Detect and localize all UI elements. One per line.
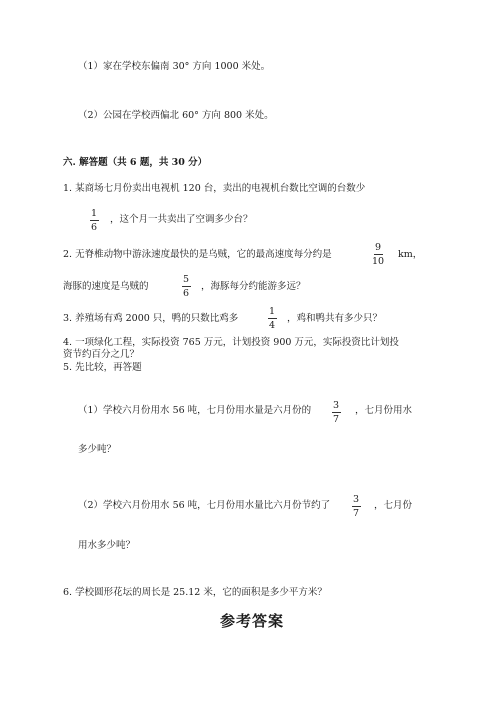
question-5-sub-2-pre: （2）学校六月份用水 56 吨，七月份用水量比六月份节约了 <box>78 500 331 511</box>
question-5-sub-2-fraction <box>347 494 365 519</box>
question-5-sub-1-fraction <box>327 400 345 425</box>
question-5-sub-2-post: ，七月份 <box>374 500 413 511</box>
fraction-bar <box>374 254 383 255</box>
section-header: 六. 解答题（共 6 题，共 30 分） <box>63 157 208 168</box>
fraction-numerator: 1 <box>90 208 98 219</box>
question-1-fraction <box>85 208 103 233</box>
question-5-sub-2-line-2: 用水多少吨？ <box>78 540 136 551</box>
fraction-bar <box>332 412 341 413</box>
fraction-numerator: 9 <box>374 242 382 253</box>
fraction-bar <box>182 286 191 287</box>
question-5-sub-1-line-2: 多少吨？ <box>78 444 117 455</box>
question-2-fraction-1 <box>369 242 387 267</box>
fraction-numerator: 3 <box>332 400 340 411</box>
part5-item-2: （2）公园在学校西偏北 60° 方向 800 米处。 <box>78 110 274 121</box>
fraction-bar <box>352 506 361 507</box>
question-1-line-1: 1. 某商场七月份卖出电视机 120 台，卖出的电视机台数比空调的台数少 <box>63 183 366 194</box>
answer-title: 参考答案 <box>220 612 285 630</box>
question-5-header: 5. 先比较，再答题 <box>63 362 142 373</box>
question-2-line-1: 2. 无脊椎动物中游泳速度最快的是乌贼，它的最高速度每分约是 <box>63 249 332 260</box>
question-2-line-2-post: ，海豚每分约能游多远？ <box>201 281 306 292</box>
fraction-bar <box>268 318 277 319</box>
question-5-sub-1-pre: （1）学校六月份用水 56 吨，七月份用水量是六月份的 <box>78 405 312 416</box>
fraction-numerator: 5 <box>182 274 190 285</box>
fraction-denominator: 6 <box>90 222 98 233</box>
question-4-line-2: 资节约百分之几？ <box>63 349 140 360</box>
question-3-pre: 3. 养殖场有鸡 2000 只，鸭的只数比鸡多 <box>63 313 239 324</box>
question-2-fraction-2 <box>177 274 195 299</box>
fraction-denominator: 7 <box>352 508 360 519</box>
question-2-unit: km， <box>398 249 423 260</box>
question-6: 6. 学校圆形花坛的周长是 25.12 米，它的面积是多少平方米？ <box>63 587 327 598</box>
fraction-denominator: 7 <box>332 414 340 425</box>
fraction-denominator: 4 <box>268 320 276 331</box>
fraction-bar <box>90 220 99 221</box>
fraction-numerator: 1 <box>268 306 276 317</box>
question-2-line-2-pre: 海豚的速度是乌贼的 <box>63 281 149 292</box>
fraction-numerator: 3 <box>352 494 360 505</box>
part5-item-1: （1）家在学校东偏南 30° 方向 1000 米处。 <box>78 61 271 72</box>
question-5-sub-1-post: ，七月份用水 <box>355 405 413 416</box>
question-3-post: ，鸡和鸭共有多少只？ <box>287 313 383 324</box>
question-1-line-2: ，这个月一共卖出了空调多少台？ <box>110 214 253 225</box>
question-4-line-1: 4. 一项绿化工程，实际投资 765 万元，计划投资 900 万元，实际投资比计划投 <box>63 337 399 348</box>
fraction-denominator: 10 <box>371 256 385 267</box>
fraction-denominator: 6 <box>182 288 190 299</box>
question-3-fraction <box>263 306 281 331</box>
